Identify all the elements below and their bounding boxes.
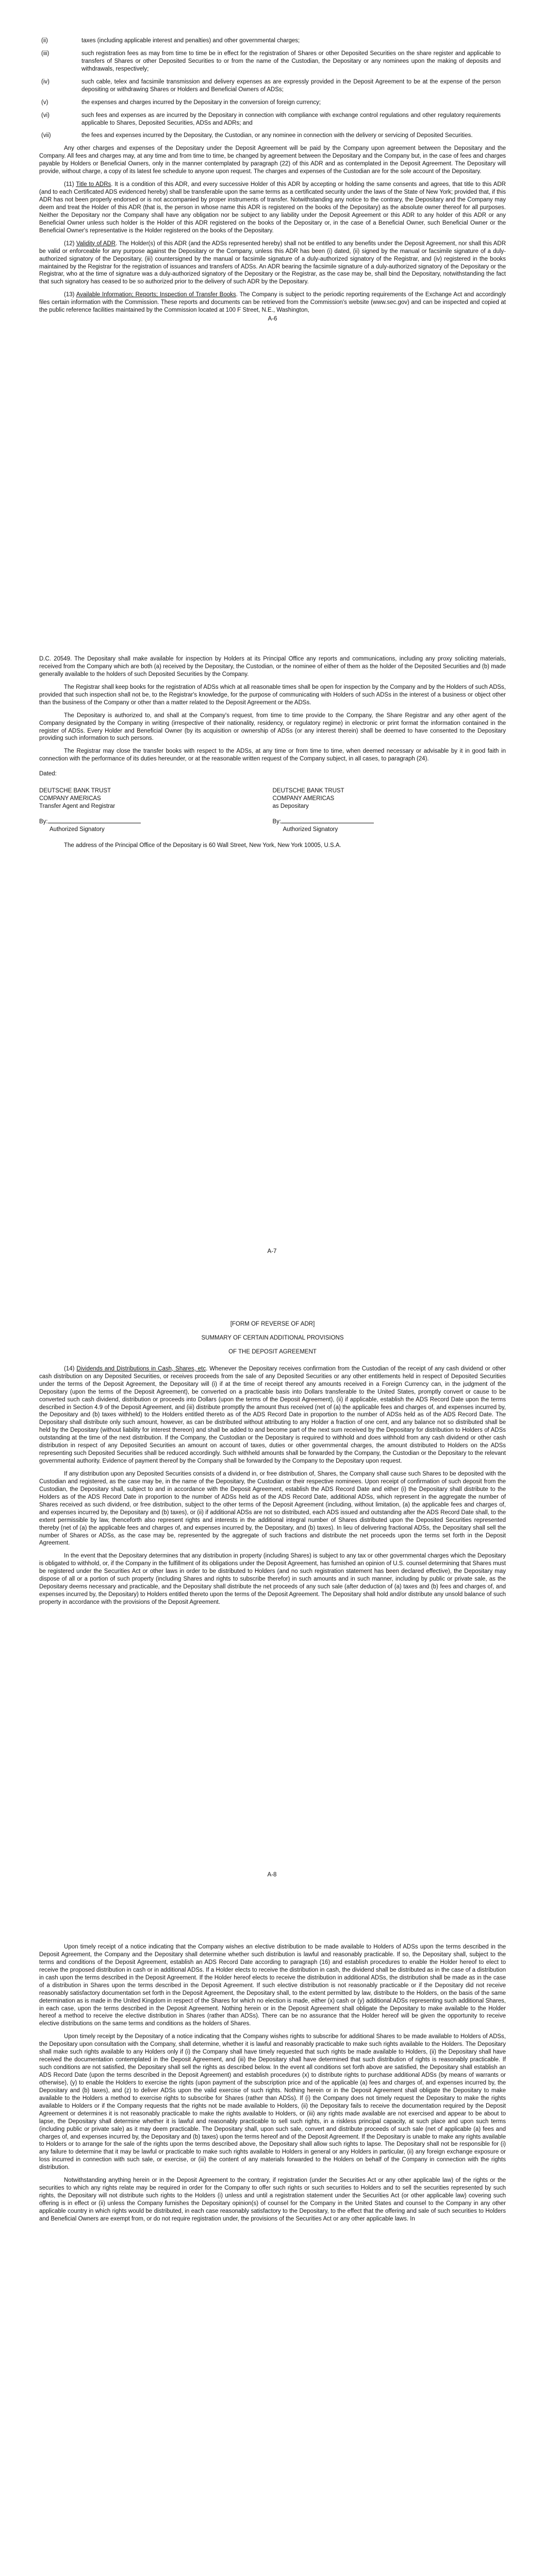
paragraph-number: (12) bbox=[64, 240, 75, 247]
item-text: such fees and expenses as are incurred by the Depositary in connection with compliance with exchange control regulations and other regulatory requirements applicable to Shares, Deposited Securities, ADSs and ADRs; and bbox=[81, 112, 501, 126]
item-number: (iv) bbox=[41, 78, 50, 85]
item-text: such registration fees as may from time to time be in effect for the registration of Shares or other Deposited Securities on the share register and applicable to transfers of Shares or other Deposited Securities to or from the name of the Custodian, the Depositary or any nominees upon the making of deposits and withdrawals, respectively; bbox=[81, 50, 501, 72]
page-a8 bbox=[39, 1320, 506, 1612]
fee-item bbox=[39, 78, 506, 94]
item-number: (vii) bbox=[41, 132, 51, 139]
signatory-name: DEUTSCHE BANK TRUST bbox=[39, 788, 111, 794]
fee-item bbox=[39, 112, 506, 127]
signatory-role: Authorized Signatory bbox=[50, 826, 105, 833]
section-heading: Title to ADRs bbox=[76, 181, 111, 188]
paragraph-title-to-adrs bbox=[39, 181, 506, 235]
paragraph-rights: Upon timely receipt by the Depositary of a notice indicating that the Company wishes rights to subscribe for additional Shares to be made available to Holders of ADSs, the Depositary upon consultation with the Company, shall determine, whether it is lawful and reasonably practicable to make such rights available to the Holders. The Depositary shall make such rights available to any Holders only if (i) the Company shall have timely requested that such rights be made available to Holders, (ii) the Depositary shall have received the documentation contemplated in the Deposit Agreement, and (iii) the Depositary shall have determined that such distribution of rights is reasonably practicable. If such conditions are not satisfied, the Depositary shall sell the rights as described below. In the event all conditions set forth above are satisfied, the Depositary shall establish an ADS Record Date (upon the terms described in the Deposit Agreement) and establish procedures (x) to distribute rights to purchase additional ADSs (by means of warrants or otherwise), (y) to enable the Holders to exercise the rights (upon payment of the subscription price and of the applicable (a) fees and charges of, and expenses incurred by, the Depositary and (b) taxes), and (z) to deliver ADSs upon the valid exercise of such rights. Nothing herein or in the Deposit Agreement shall obligate the Depositary to make available to the Holders a method to exercise rights to subscribe for Shares (rather than ADSs). If (i) the Company does not timely request the Depositary to make the rights available to Holders or if the Company requests that the rights not be made available to Holders, (ii) the Depositary fails to receive the documentation required by the Deposit Agreement or determines it is not reasonably practicable to make the rights available to Holders, or (iii) any rights made available are not exercised and appear to be about to lapse, the Depositary shall determine whether it is lawful and reasonably practicable to sell such rights, in a riskless principal capacity, at such place and upon such terms (including public or private sale) as it may deem practicable. The Depositary shall, upon such sale, convert and distribute proceeds of such sale (net of applicable (a) fees and charges of, and expenses incurred by, the Depositary and (b) taxes) upon the terms hereof and of the Deposit Agreement. If the Depositary is unable to make any rights available to Holders or to arrange for the sale of the rights upon the terms described above, the Depositary shall allow such rights to lapse. The Depositary shall not be responsible for (i) any failure to determine that it may be lawful or practicable to make such rights available to Holders in general or any Holders in particular, (ii) any foreign exchange exposure or loss incurred in connection with such sale, or exercise, or (iii) the content of any materials forwarded to the Holders on behalf of the Company in connection with the rights distribution. bbox=[39, 2033, 506, 2171]
paragraph-continued: D.C. 20549. The Depositary shall make available for inspection by Holders at its Principal Office any reports and communications, including any proxy soliciting materials, received from the Company which are both (a) received by the Depositary, the Custodian, or the nominee of either of them as the holder of the Deposited Securities and (b) made generally available to the holders of such Deposited Securities by the Company. bbox=[39, 656, 506, 677]
page-a7 bbox=[39, 655, 506, 855]
item-text: taxes (including applicable interest and penalties) and other governmental charges; bbox=[81, 38, 300, 44]
signatory-capacity: as Depositary bbox=[272, 803, 309, 810]
paragraph-shares-distribution: If any distribution upon any Deposited Securities consists of a dividend in, or free distribution of, Shares, the Company shall cause such Shares to be deposited with the Custodian and registered, as the case may be, in the name of the Depositary, the Custodian or their respective nominees. Upon receipt of confirmation of such deposit from the Custodian, the Depositary shall, subject to and in accordance with the Deposit Agreement, establish the ADS Record Date and either (i) the Depositary shall distribute to the Holders as of the ADS Record Date in proportion to the number of ADSs held as of the ADS Record Date, additional ADSs, which represent in the aggregate the number of Shares received as such dividend, or free distribution, subject to the other terms of the Deposit Agreement (including, without limitation, (a) the applicable fees and charges of, and expenses incurred by, the Depositary and (b) taxes), or (ii) if additional ADSs are not so distributed, each ADS issued and outstanding after the ADS Record Date shall, to the extent permissible by law, thenceforth also represent rights and interests in the additional integral number of Shares distributed upon the Deposited Securities represented thereby (net of (a) the applicable fees and charges of, and expenses incurred by, the Depositary, and (b) taxes). In lieu of delivering fractional ADSs, the Depositary shall sell the number of Shares or ADSs, as the case may be, represented by the aggregate of such fractions and distribute the net proceeds upon the terms set forth in the Deposit Agreement. bbox=[39, 1471, 506, 1547]
paragraph-dividends bbox=[39, 1365, 506, 1465]
paragraph-number: (11) bbox=[64, 181, 74, 188]
form-heading: [FORM OF REVERSE OF ADR] bbox=[230, 1321, 315, 1327]
signatory-name: COMPANY AMERICAS bbox=[39, 795, 101, 802]
by-label: By: bbox=[272, 819, 282, 825]
signature-line bbox=[273, 818, 506, 826]
signatory-name: DEUTSCHE BANK TRUST bbox=[272, 788, 344, 794]
page-number: A-8 bbox=[267, 1872, 277, 1878]
item-number: (vi) bbox=[41, 112, 50, 118]
fee-item bbox=[39, 37, 506, 45]
registrar-signature bbox=[39, 787, 273, 834]
paragraph-notwithstanding: Notwithstanding anything herein or in the Deposit Agreement to the contrary, if registration (under the Securities Act or any other applicable law) of the rights or the securities to which any rights relate may be required in order for the Company to offer such rights or such securities to Holders and to sell the securities represented by such rights, the Depositary will not distribute such rights to the Holders (i) unless and until a registration statement under the Securities Act (or other applicable law) covering such offering is in effect or (ii) unless the Company furnishes the Depositary opinion(s) of counsel for the Company in the United States and counsel to the Company in any other applicable country in which rights would be distributed, in each case reasonably satisfactory to the Depositary, to the effect that the offering and sale of such securities to Holders and Beneficial Owners are exempt from, or do not require registration under, the provisions of the Securities Act or any other applicable laws. In bbox=[39, 2177, 506, 2222]
by-label: By: bbox=[39, 819, 48, 825]
summary-heading: SUMMARY OF CERTAIN ADDITIONAL PROVISIONS bbox=[201, 1334, 344, 1341]
page-a9 bbox=[39, 1943, 506, 2223]
paragraph-close-books: The Registrar may close the transfer books with respect to the ADSs, at any time or from time to time, when deemed necessary or advisable by it in good faith in connection with the performance of its duties hereunder, or at the reasonable written request of the Company subject, in all cases, to paragraph (24). bbox=[39, 748, 506, 762]
dated-label: Dated: bbox=[39, 771, 57, 777]
item-text: such cable, telex and facsimile transmission and delivery expenses as are expressly provided in the Deposit Agreement to be at the expense of the person depositing or withdrawing Shares or Holders and Beneficial Owners of ADSs; bbox=[81, 78, 501, 93]
item-number: (ii) bbox=[41, 38, 48, 44]
item-number: (v) bbox=[41, 99, 48, 106]
paragraph-property-distribution: In the event that the Depositary determines that any distribution in property (including Shares) is subject to any tax or other governmental charges which the Depositary is obligated to withhold, or, if the Company in the fulfillment of its obligations under the Deposit Agreement, has furnished an opinion of U.S. counsel determining that Shares must be registered under the Securities Act or other laws in order to be distributed to Holders (and no such registration statement has been declared effective), the Depositary may dispose of all or a portion of such property (including Shares and rights to subscribe therefor) in such amounts and in such manner, including by public or private sale, as the Depositary deems necessary and practicable, and the Depositary shall distribute the net proceeds of any such sale (after deduction of (a) taxes and (b) fees and charges of, and expenses incurred by, the Depositary) to Holders entitled thereto upon the terms of the Deposit Agreement. The Depositary shall hold and/or distribute any unsold balance of such property in accordance with the provisions of the Deposit Agreement. bbox=[39, 1553, 506, 1605]
paragraph-other-charges: Any other charges and expenses of the Depositary under the Deposit Agreement will be paid by the Company upon agreement between the Depositary and the Company. All fees and charges may, at any time and from time to time, be changed by agreement between the Depositary and the Company but, in the case of fees and charges payable by Holders or Beneficial Owners, only in the manner contemplated by paragraph (22) of this ADR and as contemplated in the Deposit Agreement. The Depositary will provide, without charge, a copy of its latest fee schedule to anyone upon request. The charges and expenses of the Custodian are for the sole account of the Depositary. bbox=[39, 145, 506, 175]
item-text: the fees and expenses incurred by the Depositary, the Custodian, or any nominee in connection with the delivery or servicing of Deposited Securities. bbox=[81, 132, 473, 139]
signatory-role: Authorized Signatory bbox=[283, 826, 338, 833]
signatory-name: COMPANY AMERICAS bbox=[272, 795, 335, 802]
page-number: A-7 bbox=[267, 1248, 277, 1255]
fee-item bbox=[39, 50, 506, 73]
paragraph-available-information bbox=[39, 291, 506, 314]
signature-underline bbox=[48, 818, 141, 823]
paragraph-depositary-info: The Depositary is authorized to, and shall at the Company's request, from time to time provide to the Company, the Share Registrar and any other agent of the Company designated by the Company in writing (irrespective of their nationality, residency, or regulatory regime) in electronic or print format the information contained in the register of ADSs. Every Holder and Beneficial Owner (by its acquisition or ownership of ADSs (or any interest therein) shall be deemed to have consented to the Depositary providing such information to such persons. bbox=[39, 712, 506, 742]
paragraph-text: . The Company is subject to the periodic reporting requirements of the Exchange Act and accordingly files certain information with the Commission. These reports and documents can be retrieved from the Commission's website (www.sec.gov) and can be inspected and copied at the public reference facilities maintained by the Commission located at 100 F Street, N.E., Washington, bbox=[39, 292, 506, 314]
paragraph-elective-distribution: Upon timely receipt of a notice indicating that the Company wishes an elective distribution to be made available to Holders of ADSs upon the terms described in the Deposit Agreement, the Company and the Depositary shall determine whether such distribution is lawful and reasonably practicable. If so, the Depositary shall, subject to the terms and conditions of the Deposit Agreement, establish an ADS Record Date according to paragraph (16) and establish procedures to enable the Holder hereof to elect to receive the proposed distribution in cash or in additional ADSs. If a Holder elects to receive the distribution in cash, the dividend shall be distributed as in the case of a distribution in cash upon the terms described in the Deposit Agreement. If the Holder hereof elects to receive the distribution in additional ADSs, the distribution shall be made as in the case of a distribution in Shares upon the terms described in the Deposit Agreement. If such elective distribution is not reasonably practicable or if the Depositary did not receive reasonably satisfactory documentation set forth in the Deposit Agreement, the Depositary shall, to the extent permitted by law, distribute to the Holders, on the basis of the same determination as is made in the United Kingdom in respect of the Shares for which no election is made, either (x) cash or (y) additional ADSs representing such additional Shares, in each case, upon the terms described in the Deposit Agreement. Nothing herein or in the Deposit Agreement shall obligate the Depositary to make available to the Holder hereof a method to receive the elective distribution in Shares (rather than ADSs). There can be no assurance that the Holder hereof will be given the opportunity to receive elective distributions on the same terms and conditions as the holders of Shares. bbox=[39, 1944, 506, 2027]
signatory-capacity: Transfer Agent and Registrar bbox=[39, 803, 116, 810]
depositary-address: The address of the Principal Office of the Depositary is 60 Wall Street, New York, New York 10005, U.S.A. bbox=[64, 842, 341, 849]
section-heading: Available Information; Reports; Inspection of Transfer Books bbox=[76, 292, 236, 298]
deposit-heading: OF THE DEPOSIT AGREEMENT bbox=[228, 1348, 317, 1355]
signature-underline bbox=[281, 818, 374, 823]
section-heading: Validity of ADR bbox=[76, 240, 116, 247]
depositary-signature bbox=[273, 787, 506, 834]
paragraph-number: (14) bbox=[64, 1365, 75, 1372]
paragraph-register: The Registrar shall keep books for the registration of ADSs which at all reasonable times shall be open for inspection by the Company and by the Holders of such ADSs, provided that such inspection shall not be, to the Registrar's knowledge, for the purpose of communicating with Holders of such ADSs in the interest of a business or object other than the business of the Company or other than a matter related to the Deposit Agreement or the ADSs. bbox=[39, 684, 506, 706]
section-heading: Dividends and Distributions in Cash, Shares, etc bbox=[76, 1365, 206, 1372]
page-number: A-6 bbox=[268, 316, 277, 323]
signature-block bbox=[39, 787, 506, 834]
item-number: (iii) bbox=[41, 50, 50, 57]
paragraph-text: . Whenever the Depositary receives confirmation from the Custodian of the receipt of any cash dividend or other cash distribution on any Deposited Securities, or receives proceeds from the sale of any Deposited Securities or any other entitlements held in respect of Deposited Securities under the terms of the Deposit Agreement, the Depositary will (i) if at the time of receipt thereof any amounts received in a Foreign Currency can, in the judgment of the Depositary (upon the terms of the Deposit Agreement), be converted on a practicable basis into Dollars transferable to the United States, promptly convert or cause to be converted such cash dividend, distribution or proceeds into Dollars (upon the terms of the Deposit Agreement), (ii) if applicable, establish the ADS Record Date upon the terms described in Section 4.9 of the Deposit Agreement, and (iii) distribute promptly the amount thus received (net of (a) the applicable fees and charges of, and expenses incurred by, the Depositary and (b) taxes withheld) to the Holders entitled thereto as of the ADS Record Date in proportion to the number of ADSs held as of the ADS Record Date. The Depositary shall distribute only such amount, however, as can be distributed without attributing to any Holder a fraction of one cent, and any balance not so distributed shall be held by the Depositary (without liability for interest thereon) and shall be added to and become part of the next sum received by the Depositary for distribution to Holders of ADSs outstanding at the time of the next distribution. If the Company, the Custodian or the Depositary is required to withhold and does withhold from any cash dividend or other cash distribution in respect of any Deposited Securities an amount on account of taxes, duties or other governmental charges, the amount distributed to Holders on the ADSs representing such Deposited Securities shall be reduced accordingly. Such withheld amounts shall be forwarded by the Company, the Custodian or the Depositary to the relevant governmental authority. Evidence of payment thereof by the Company shall be forwarded by the Company to the Depositary upon request. bbox=[39, 1365, 506, 1465]
page-a6 bbox=[39, 37, 506, 323]
paragraph-validity-of-adr bbox=[39, 240, 506, 286]
signature-line bbox=[39, 818, 273, 826]
paragraph-number: (13) bbox=[64, 292, 75, 298]
item-text: the expenses and charges incurred by the Depositary in the conversion of foreign currency; bbox=[81, 99, 321, 106]
fee-item bbox=[39, 132, 506, 140]
paragraph-text: . It is a condition of this ADR, and every successive Holder of this ADR by accepting or holding the same consents and agrees, that title to this ADR (and to each Certificated ADS evidenced hereby) shall be transferable upon the same terms as a certificated security under the laws of the State of New York; provided that, if this ADR has not been properly endorsed or is not accompanied by proper instruments of transfer. Notwithstanding any notice to the contrary, the Depositary and the Company may deem and treat the Holder of this ADR (that is, the person in whose name this ADR is registered on the books of the Depositary) as the absolute owner thereof for all purposes. Neither the Depositary nor the Company shall have any obligation nor be subject to any liability under the Deposit Agreement or this ADR to any holder of this ADR or any Beneficial Owner unless such holder is the Holder of this ADR registered on the books of the Depositary or, in the case of a Beneficial Owner, such Beneficial Owner or the Beneficial Owner's representative is the Holder registered on the books of the Depositary. bbox=[39, 181, 506, 234]
paragraph-text: . The Holder(s) of this ADR (and the ADSs represented hereby) shall not be entitled to any benefits under the Deposit Agreement, nor shall this ADR be valid or enforceable for any purpose against the Depositary or the Company, unless this ADR has been (i) dated, (ii) signed by the manual or facsimile signature of a duly-authorized signatory of the Depositary, (iii) countersigned by the manual or facsimile signature of a duly-authorized signatory of the Registrar, and (iv) registered in the books maintained by the Registrar for the registration of issuances and transfers of ADSs. An ADR bearing the facsimile signature of a duly-authorized signatory of the Depositary or the Registrar, who at the time of signature was a duly-authorized signatory of the Depositary or the Registrar, as the case may be, shall bind the Depositary, notwithstanding the fact that such signatory has ceased to be so authorized prior to the delivery of such ADR by the Depositary. bbox=[39, 240, 506, 285]
fee-item bbox=[39, 99, 506, 107]
